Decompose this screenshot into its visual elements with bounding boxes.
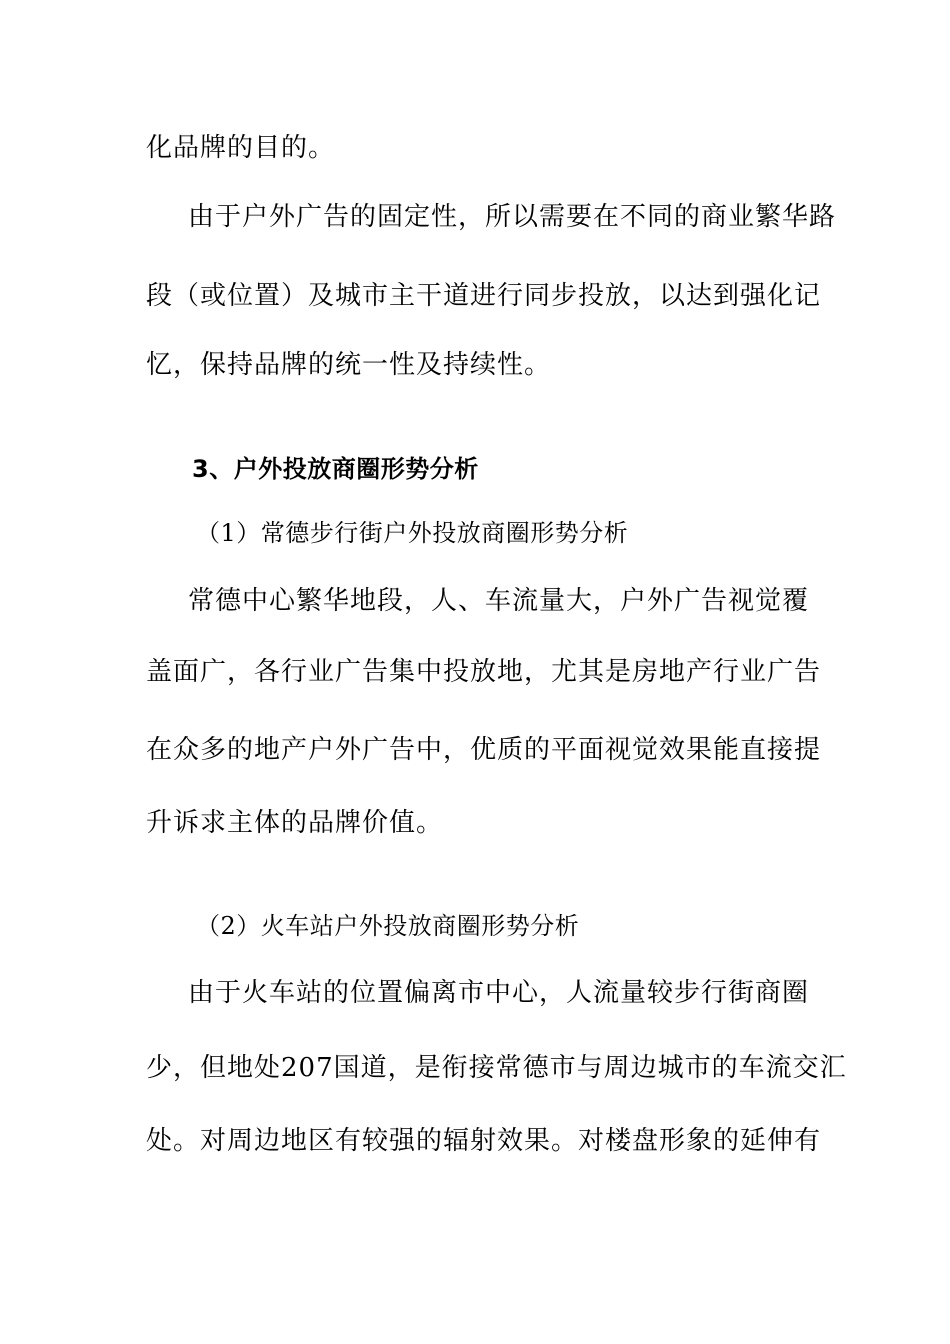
paragraph-line: 盖面广，各行业广告集中投放地，尤其是房地产行业广告 xyxy=(146,657,822,687)
section-heading: 3、户外投放商圈形势分析 xyxy=(192,455,479,483)
paragraph-line: 少，但地处207国道，是衔接常德市与周边城市的车流交汇 xyxy=(146,1053,847,1083)
paragraph-line: 在众多的地产户外广告中，优质的平面视觉效果能直接提 xyxy=(146,735,822,765)
paragraph-line: 处。对周边地区有较强的辐射效果。对楼盘形象的延伸有 xyxy=(146,1126,822,1156)
paragraph-line: 化品牌的目的。 xyxy=(146,133,336,163)
paragraph-line: 由于火车站的位置偏离市中心，人流量较步行街商圈 xyxy=(188,978,810,1008)
paragraph-line: 升诉求主体的品牌价值。 xyxy=(146,808,444,838)
paragraph-line: 常德中心繁华地段，人、车流量大，户外广告视觉覆 xyxy=(188,586,810,616)
subsection-heading: （1）常德步行街户外投放商圈形势分析 xyxy=(196,519,629,547)
paragraph-line: 忆，保持品牌的统一性及持续性。 xyxy=(146,350,552,380)
paragraph-line: 段（或位置）及城市主干道进行同步投放，以达到强化记 xyxy=(146,281,822,311)
paragraph-line: 由于户外广告的固定性，所以需要在不同的商业繁华路 xyxy=(188,202,837,232)
subsection-heading: （2）火车站户外投放商圈形势分析 xyxy=(196,912,580,940)
